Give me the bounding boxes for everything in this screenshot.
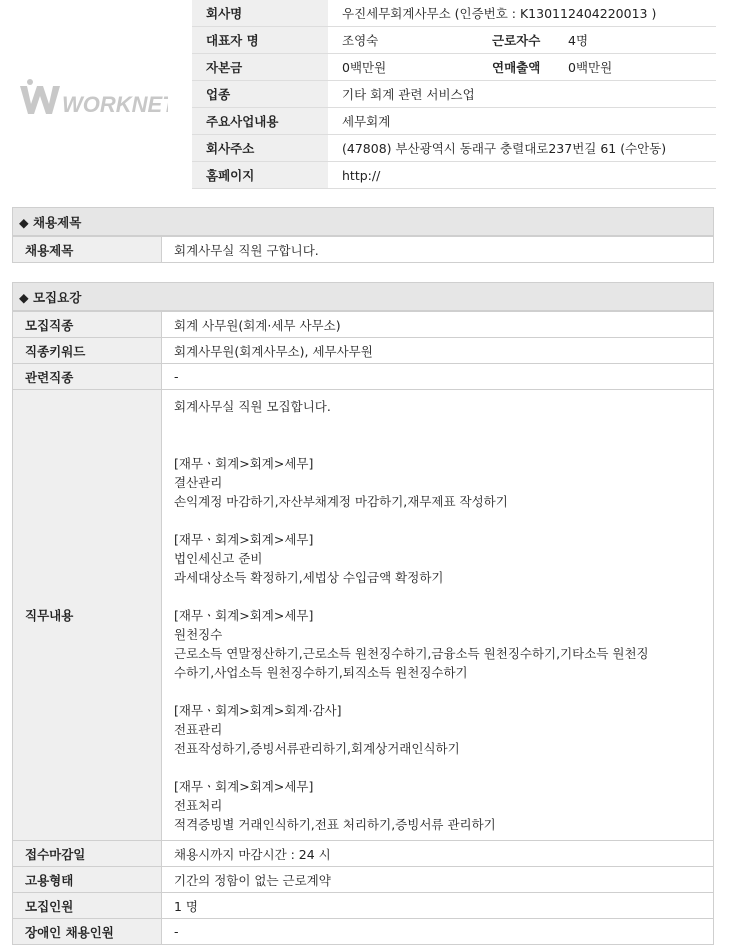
employees-value: 4명	[554, 27, 716, 54]
duty-category: [재무ㆍ회계>회계>세무]	[174, 779, 314, 794]
duty-category: [재무ㆍ회계>회계>세무]	[174, 532, 314, 547]
duties-label: 직무내용	[13, 390, 162, 841]
duty-detail: 적격증빙별 거래인식하기,전표 처리하기,증빙서류 관리하기	[174, 817, 496, 832]
homepage-label: 홈페이지	[192, 162, 328, 189]
recruitment-title-section	[12, 207, 714, 263]
industry-value: 기타 회계 관련 서비스업	[328, 81, 716, 108]
recruitment-details-section	[12, 282, 714, 945]
duty-detail: 수하기,사업소득 원천징수하기,퇴직소득 원천징수하기	[174, 665, 468, 680]
company-info-table	[192, 0, 716, 189]
homepage-link[interactable]: http://	[328, 162, 716, 189]
employment-type-label: 고용형태	[13, 867, 162, 893]
business-value: 세무회계	[328, 108, 716, 135]
company-name-value: 우진세무회계사무소 (인증번호 : K130112404220013 )	[328, 0, 716, 27]
representative-value: 조영숙	[328, 27, 482, 54]
duty-category: [재무ㆍ회계>회계>세무]	[174, 456, 314, 471]
duty-category: [재무ㆍ회계>회계>세무]	[174, 608, 314, 623]
headcount-value: 1 명	[162, 893, 714, 919]
job-keyword-value: 회계사무원(회계사무소), 세무사무원	[162, 338, 714, 364]
headcount-label: 모집인원	[13, 893, 162, 919]
duty-task: 법인세신고 준비	[174, 551, 263, 566]
duties-content	[162, 390, 714, 841]
sales-value: 0백만원	[554, 54, 716, 81]
duty-detail: 근로소득 연말정산하기,근로소득 원천징수하기,금융소득 원천징수하기,기타소득 원천징	[174, 646, 649, 661]
employees-label: 근로자수	[482, 27, 554, 54]
duty-detail: 과세대상소득 확정하기,세법상 수입금액 확정하기	[174, 570, 444, 585]
duties-intro: 회계사무실 직원 모집합니다.	[174, 399, 331, 414]
address-label: 회사주소	[192, 135, 328, 162]
job-type-label: 모집직종	[13, 312, 162, 338]
related-job-value: -	[162, 364, 714, 390]
worknet-logo	[18, 74, 168, 124]
business-label: 주요사업내용	[192, 108, 328, 135]
section-heading-title: ◆ 채용제목	[12, 207, 714, 236]
duty-detail: 전표작성하기,증빙서류관리하기,회계상거래인식하기	[174, 741, 460, 756]
logo-text: WORKNET	[62, 92, 168, 117]
duty-task: 원천징수	[174, 627, 223, 642]
duty-task: 전표관리	[174, 722, 223, 737]
recruitment-title-label: 채용제목	[13, 237, 162, 263]
duty-detail: 손익계정 마감하기,자산부채계정 마감하기,재무제표 작성하기	[174, 494, 508, 509]
disabled-hire-label: 장애인 채용인원	[13, 919, 162, 945]
company-name-label: 회사명	[192, 0, 328, 27]
deadline-value: 채용시까지 마감시간 : 24 시	[162, 841, 714, 867]
job-keyword-label: 직종키워드	[13, 338, 162, 364]
sales-label: 연매출액	[482, 54, 554, 81]
address-value: (47808) 부산광역시 동래구 충렬대로237번길 61 (수안동)	[328, 135, 716, 162]
industry-label: 업종	[192, 81, 328, 108]
disabled-hire-value: -	[162, 919, 714, 945]
capital-label: 자본금	[192, 54, 328, 81]
deadline-label: 접수마감일	[13, 841, 162, 867]
capital-value: 0백만원	[328, 54, 482, 81]
section-heading-recruit: ◆ 모집요강	[12, 282, 714, 311]
representative-label: 대표자 명	[192, 27, 328, 54]
recruitment-title-value: 회계사무실 직원 구합니다.	[162, 237, 714, 263]
duty-task: 결산관리	[174, 475, 223, 490]
duty-task: 전표처리	[174, 798, 223, 813]
employment-type-value: 기간의 정함이 없는 근로계약	[162, 867, 714, 893]
job-type-value: 회계 사무원(회계·세무 사무소)	[162, 312, 714, 338]
duty-category: [재무ㆍ회계>회계>회계·감사]	[174, 703, 342, 718]
related-job-label: 관련직종	[13, 364, 162, 390]
